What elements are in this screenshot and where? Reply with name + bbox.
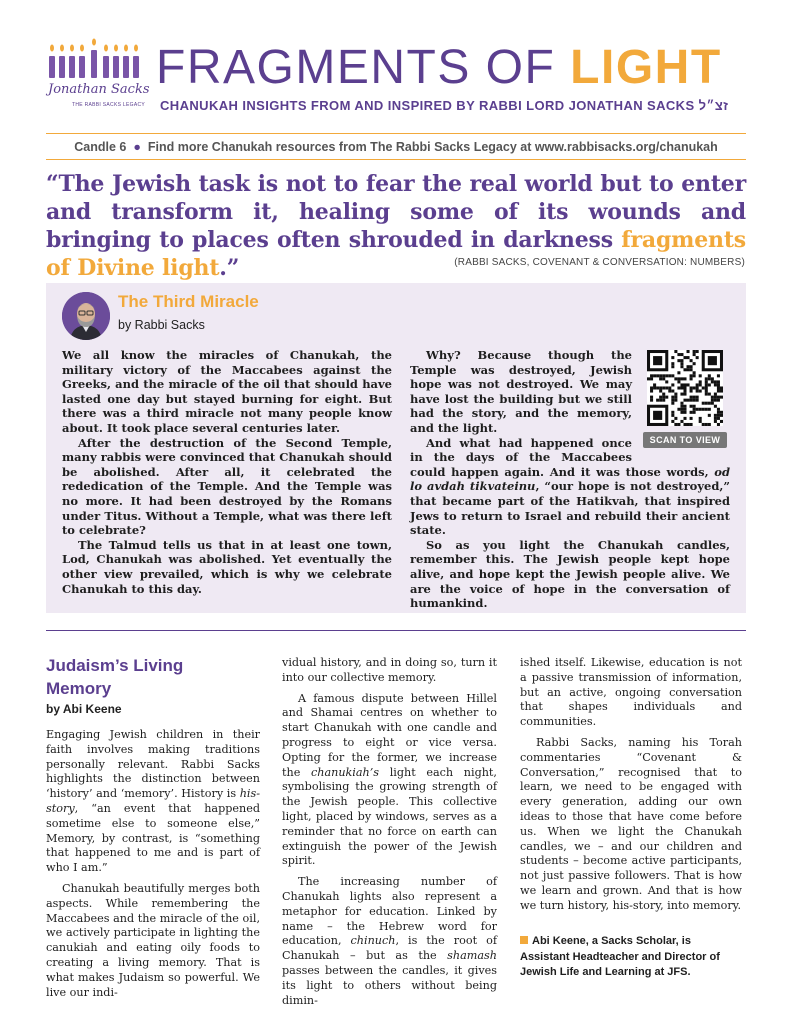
paragraph: We all know the miracles of Chanukah, the military victory of the Maccabees against the Greeks, and the miracle of the oil that should have lasted one day but stayed burning for eight. But there was a third miracle not many people know about. It took place several centuries later. [62,348,392,435]
paragraph: Rabbi Sacks, naming his Torah commentaries “Covenant & Conversation,” recognised that to learn, we need to be engaged with every generation, adding our own ideas to those that have come before us. When we light the Chanukah candles, we – and our children and students – become active participants, not just passive followers. That is how we learn and grown. And that is how we turn history, his-story, into memory. [520,735,742,912]
paragraph: ished itself. Likewise, education is not a passive transmission of information, but an active, ongoing conversation that shapes individuals and communities. [520,656,742,729]
scan-to-view-label: SCAN TO VIEW [643,432,727,448]
article-byline-2: by Abi Keene [46,702,122,716]
logo-signature: Jonathan Sacks [48,82,150,97]
square-bullet-icon [520,936,528,944]
quote-highlight: fragments of Divine light [46,227,746,281]
logo-tagline: THE RABBI SACKS LEGACY [72,102,146,108]
title-main: FRAGMENTS OF [156,41,571,94]
paragraph: So as you light the Chanukah candles, remember this. The Jewish people kept hope alive, and hope kept the Jewish people alive. We are the voice of hope in the conversation of humankind. [410,537,730,611]
paragraph: The Talmud tells us that in at least one town, Lod, Chanukah was abolished. Yet eventually the other view prevailed, which is why we celebrate Chanukah to this day. [62,537,392,596]
candle-number: Candle 6 [74,139,127,154]
info-bar [46,133,746,160]
paragraph: vidual history, and in doing so, turn it into our collective memory. [282,656,497,684]
quote-end: .” [219,255,240,281]
article-title-2: Judaism’s Living Memory [46,656,184,698]
paragraph: The increasing number of Chanukah lights also represent a metaphor for education. Linked by name – the Hebrew word for education, chinuch, is the root of Chanukah – but as the shamash passes between the candles, it gives its light to others without being dimin- [282,875,497,1007]
quote-text: “The Jewish task is not to fear the real world but to enter and transform it, healing some of its wounds and bringing to places often shrouded in darkness [46,171,746,253]
article-column-left [62,348,392,596]
page-title [156,40,722,96]
paragraph: Why? Because though the Temple was destroyed, Jewish hope was not destroyed. We may have lost the building but we still had the story, and the memory, and the light. [410,348,632,435]
article2-column-1 [46,728,260,1000]
avatar [62,292,110,340]
article2-column-2 [282,656,497,1008]
paragraph: A famous dispute between Hillel and Shamai centres on whether to start Chanukah with one candle and progress to eight or vice versa. Opting for the former, we increase the chanukiah’s light each night, symbolising the growing strength of the Jewish people. This collective light, placed by windows, serves as a reminder that no force on earth can extinguish the power of the Jewish spirit. [282,691,497,868]
title-highlight: LIGHT [570,41,722,94]
page-subtitle: CHANUKAH INSIGHTS FROM AND INSPIRED BY RABBI LORD JONATHAN SACKS זצ״ל [160,98,729,113]
section-divider [46,630,746,631]
author-note: Abi Keene, a Sacks Scholar, is Assistant Headteacher and Director of Jewish Life and Learning at JFS. [520,935,720,978]
paragraph: And what had happened once in the days of the Maccabees could happen again. And it was those words, od lo avdah tikvateinu, “our hope is not destroyed,” that became part of the Hatikvah, that inspired Jews to return to Israel and rebuild their ancient state. [410,435,730,538]
quote-source: (RABBI SACKS, COVENANT & CONVERSATION: NUMBERS) [454,257,745,268]
paragraph: Engaging Jewish children in their faith involves making traditions personally relevant. Rabbi Sacks highlights the distinction between ‘history’ and ‘memory’. History is his-story, “an event that happened sometime else to someone else,” Memory, by contrast, is “something that happened to me and is part of who I am.” [46,728,260,875]
resources-link-text[interactable]: Find more Chanukah resources from The Rabbi Sacks Legacy at www.rabbisacks.org/chanukah [147,139,718,154]
article-title: The Third Miracle [118,292,259,311]
paragraph: After the destruction of the Second Temple, many rabbis were convinced that Chanukah should be abolished. After all, it celebrated the rededication of the Temple. And the Temple was no more. It had been destroyed by the Romans under Titus. Without a Temple, what was there left to celebrate? [62,435,392,538]
rabbi-portrait-icon [62,292,110,340]
qr-code-block[interactable] [640,348,730,452]
paragraph: Chanukah beautifully merges both aspects. While remembering the Maccabees and the miracle of the oil, we actively participate in lighting the canukiah and eating oily foods to creating a living memory. That is what makes Judaism so powerful. We live our indi- [46,881,260,999]
article-column-right [410,348,730,611]
qr-code-icon[interactable] [647,350,723,426]
article-byline: by Rabbi Sacks [118,318,205,332]
bullet-icon: ● [133,139,141,154]
article2-column-3 [520,656,742,914]
legacy-logo [44,38,150,118]
